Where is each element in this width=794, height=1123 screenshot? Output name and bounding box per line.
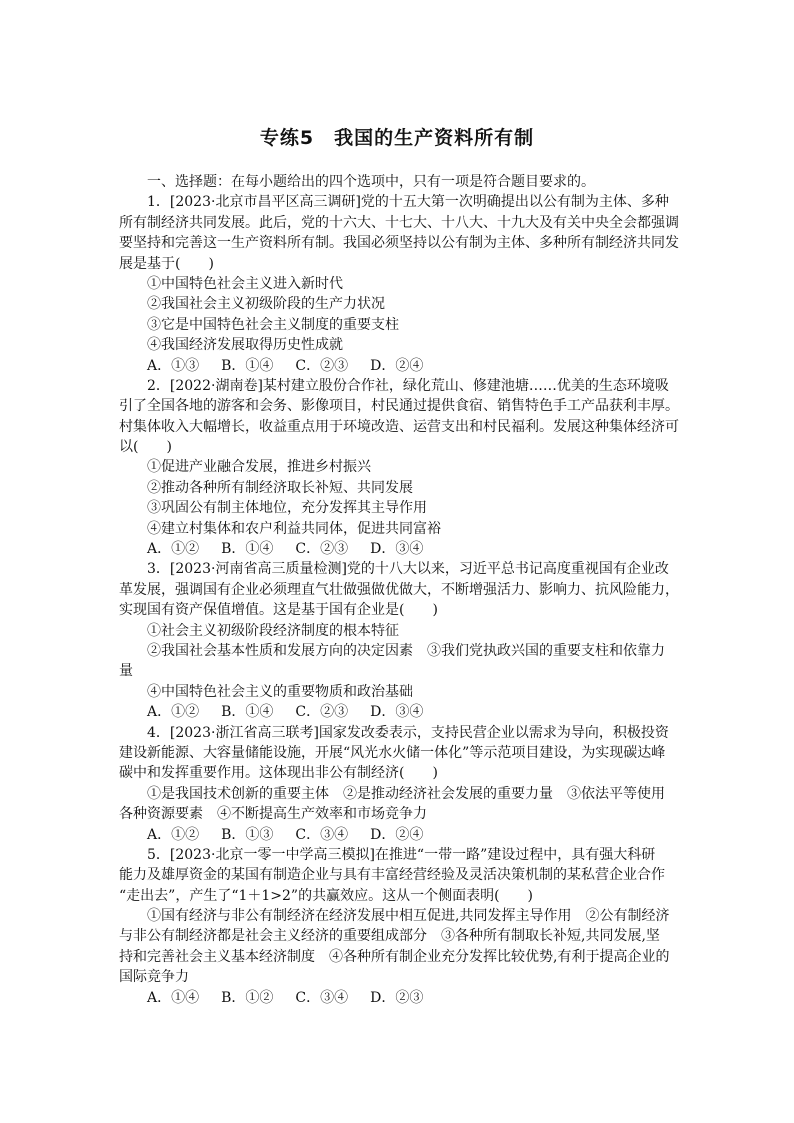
q1-option-b: B．①④ (221, 357, 274, 374)
q1-stem-line: 要坚持和完善这一生产资料所有制。我国必须坚持以公有制为主体、多种所有制经济共同发 (119, 235, 679, 252)
q4-options (119, 825, 679, 845)
q1-option-a: A．①③ (147, 357, 200, 374)
q1-stem-line: 所有制经济共同发展。此后，党的十六大、十七大、十八大、十九大及有关中央全会都强调 (119, 214, 679, 231)
q1-statement: ①中国特色社会主义进入新时代 (147, 275, 343, 292)
q2-statement: ②推动各种所有制经济取长补短、共同发展 (147, 479, 413, 496)
q5-stem-line: 5．[2023·北京一零一中学高三模拟]在推进“一带一路”建设过程中，具有强大科研 (147, 846, 656, 863)
q2-stem-line: 以( ) (119, 439, 172, 456)
q3-option-b: B．①④ (221, 704, 274, 721)
q5-option-c: C．③④ (295, 989, 349, 1006)
page-title: 专练5 我国的生产资料所有制 (259, 127, 535, 149)
q2-option-b: B．①④ (221, 541, 274, 558)
q2-statement: ③巩固公有制主体地位，充分发挥其主导作用 (147, 500, 427, 517)
q3-option-c: C．②③ (295, 704, 349, 721)
q2-stem-line: 村集体收入大幅增长，收益重点用于环境改造、运营支出和村民福利。发展这种集体经济可 (119, 418, 679, 435)
q4-option-c: C．③④ (295, 826, 349, 843)
q5-options (119, 988, 679, 1008)
q4-option-b: B．①③ (221, 826, 274, 843)
q4-stem-line: 碳中和发挥重要作用。这体现出非公有制经济( ) (119, 765, 438, 782)
q3-stem-line: 革发展，强调国有企业必须理直气壮做强做优做大，不断增强活力、影响力、抗风险能力， (119, 581, 679, 598)
q5-statement: 与非公有制经济都是社会主义经济的重要组成部分 ③各种所有制取长补短,共同发展,坚 (119, 928, 660, 945)
q3-statement: ②我国社会基本性质和发展方向的决定因素 ③我们党执政兴国的重要支柱和依靠力 (147, 642, 665, 659)
q3-stem-line: 实现国有资产保值增值。这是基于国有企业是( ) (119, 602, 438, 619)
q4-option-d: D．②④ (370, 826, 424, 843)
q2-option-a: A．①② (147, 541, 200, 558)
q1-statement: ②我国社会主义初级阶段的生产力状况 (147, 296, 385, 313)
q5-stem-line: 能力及雄厚资金的某国有制造企业与具有丰富经营经验及灵活决策机制的某私营企业合作 (119, 867, 665, 884)
section-heading: 一、选择题：在每小题给出的四个选项中，只有一项是符合题目要求的。 (147, 174, 595, 190)
q3-statement: ④中国特色社会主义的重要物质和政治基础 (147, 683, 413, 700)
q2-option-c: C．②③ (295, 541, 349, 558)
q4-statement: 各种资源要素 ④不断提高生产效率和市场竞争力 (119, 806, 427, 823)
q2-stem-line: 引了全国各地的游客和会务、影像项目，村民通过提供食宿、销售特色手工产品获利丰厚。 (119, 398, 679, 415)
q5-statement: 国际竞争力 (119, 969, 189, 986)
question-body (119, 172, 679, 1008)
q2-stem-line: 2．[2022·湖南卷]某村建立股份合作社，绿化荒山、修建池塘……优美的生态环境吸 (147, 377, 669, 394)
q1-stem-line: 展是基于( ) (119, 255, 214, 272)
q1-statement: ④我国经济发展取得历史性成就 (147, 337, 343, 354)
q5-stem-line: “走出去”，产生了“1＋1>2”的共赢效应。这从一个侧面表明( ) (119, 887, 534, 904)
q1-stem-line: 1．[2023·北京市昌平区高三调研]党的十五大第一次明确提出以公有制为主体、多种 (147, 194, 669, 211)
q2-statement: ①促进产业融合发展，推进乡村振兴 (147, 459, 371, 476)
q5-statement: 持和完善社会主义基本经济制度 ④各种所有制企业充分发挥比较优势,有利于提高企业的 (119, 948, 670, 965)
q4-statement: ①是我国技术创新的重要主体 ②是推动经济社会发展的重要力量 ③依法平等使用 (147, 785, 665, 802)
q1-options (119, 356, 679, 376)
q4-stem-line: 建设新能源、大容量储能设施，开展“风光水火储一体化”等示范项目建设，为实现碳达峰 (119, 744, 666, 761)
q3-option-a: A．①② (147, 704, 200, 721)
q3-options (119, 702, 679, 722)
q2-options (119, 539, 679, 559)
q3-stem-line: 3．[2023·河南省高三质量检测]党的十八大以来，习近平总书记高度重视国有企业改 (147, 561, 669, 578)
q1-option-d: D．②④ (370, 357, 424, 374)
q1-statement: ③它是中国特色社会主义制度的重要支柱 (147, 316, 399, 333)
q4-option-a: A．①② (147, 826, 200, 843)
q3-statement: ①社会主义初级阶段经济制度的根本特征 (147, 622, 399, 639)
q5-option-b: B．①② (221, 989, 274, 1006)
q4-stem-line: 4．[2023·浙江省高三联考]国家发改委表示，支持民营企业以需求为导向，积极投资 (147, 724, 669, 741)
q3-option-d: D．③④ (370, 704, 424, 721)
q2-statement: ④建立村集体和农户利益共同体，促进共同富裕 (147, 520, 441, 537)
q5-option-d: D．②③ (370, 989, 424, 1006)
q5-statement: ①国有经济与非公有制经济在经济发展中相互促进,共同发挥主导作用 ②公有制经济 (147, 908, 670, 925)
q2-option-d: D．③④ (370, 541, 424, 558)
q3-statement: 量 (119, 663, 133, 680)
q5-option-a: A．①④ (147, 989, 200, 1006)
q1-option-c: C．②③ (295, 357, 349, 374)
